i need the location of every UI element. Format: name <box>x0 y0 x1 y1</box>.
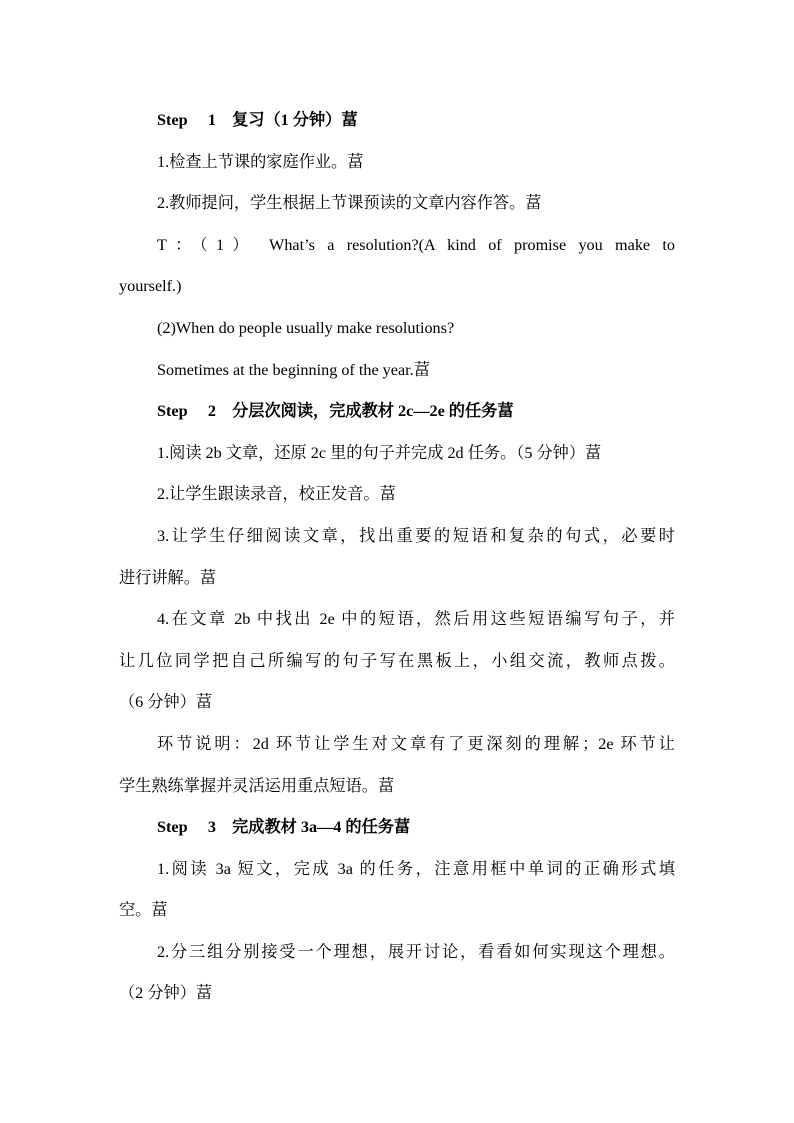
step-3-heading: Step 3 完成教材 3a—4 的任务葍 <box>157 818 411 837</box>
step-2-heading: Step 2 分层次阅读，完成教材 2c—2e 的任务葍 <box>157 402 514 421</box>
paragraph-line: yourself.) <box>119 277 182 296</box>
paragraph-line: 3.让学生仔细阅读文章，找出重要的短语和复杂的句式，必要时 <box>157 526 675 545</box>
paragraph-line: 进行讲解。葍 <box>119 568 217 587</box>
paragraph-line: 学生熟练掌握并灵活运用重点短语。葍 <box>119 776 395 795</box>
paragraph-line: 2.教师提问，学生根据上节课预读的文章内容作答。葍 <box>157 194 542 213</box>
paragraph-line: 2.分三组分别接受一个理想，展开讨论，看看如何实现这个理想。 <box>157 942 675 961</box>
paragraph-line: 2.让学生跟读录音，校正发音。葍 <box>157 485 396 504</box>
paragraph-line: （2 分钟）葍 <box>119 984 213 1003</box>
paragraph-line: (2)When do people usually make resolutions? <box>157 318 455 337</box>
paragraph-line: 让几位同学把自己所编写的句子写在黑板上，小组交流，教师点拨。 <box>119 651 675 670</box>
paragraph-line: （6 分钟）葍 <box>119 693 213 712</box>
paragraph-line: 环节说明：2d 环节让学生对文章有了更深刻的理解；2e 环节让 <box>157 734 675 753</box>
paragraph-line: 空。葍 <box>119 901 168 920</box>
paragraph-line: Sometimes at the beginning of the year.葍 <box>157 360 430 379</box>
document-body <box>119 100 675 1015</box>
paragraph-line: 4.在文章 2b 中找出 2e 中的短语，然后用这些短语编写句子，并 <box>157 610 675 629</box>
step-1-heading: Step 1 复习（1 分钟）葍 <box>157 111 358 129</box>
paragraph-line: 1.阅读 3a 短文，完成 3a 的任务，注意用框中单词的正确形式填 <box>157 859 675 878</box>
paragraph-line: T：（1） What’s a resolution?(A kind of promise you make to <box>157 235 675 254</box>
paragraph-line: 1.阅读 2b 文章，还原 2c 里的句子并完成 2d 任务。（5 分钟）葍 <box>157 443 602 462</box>
paragraph-line: 1.检查上节课的家庭作业。葍 <box>157 152 364 171</box>
